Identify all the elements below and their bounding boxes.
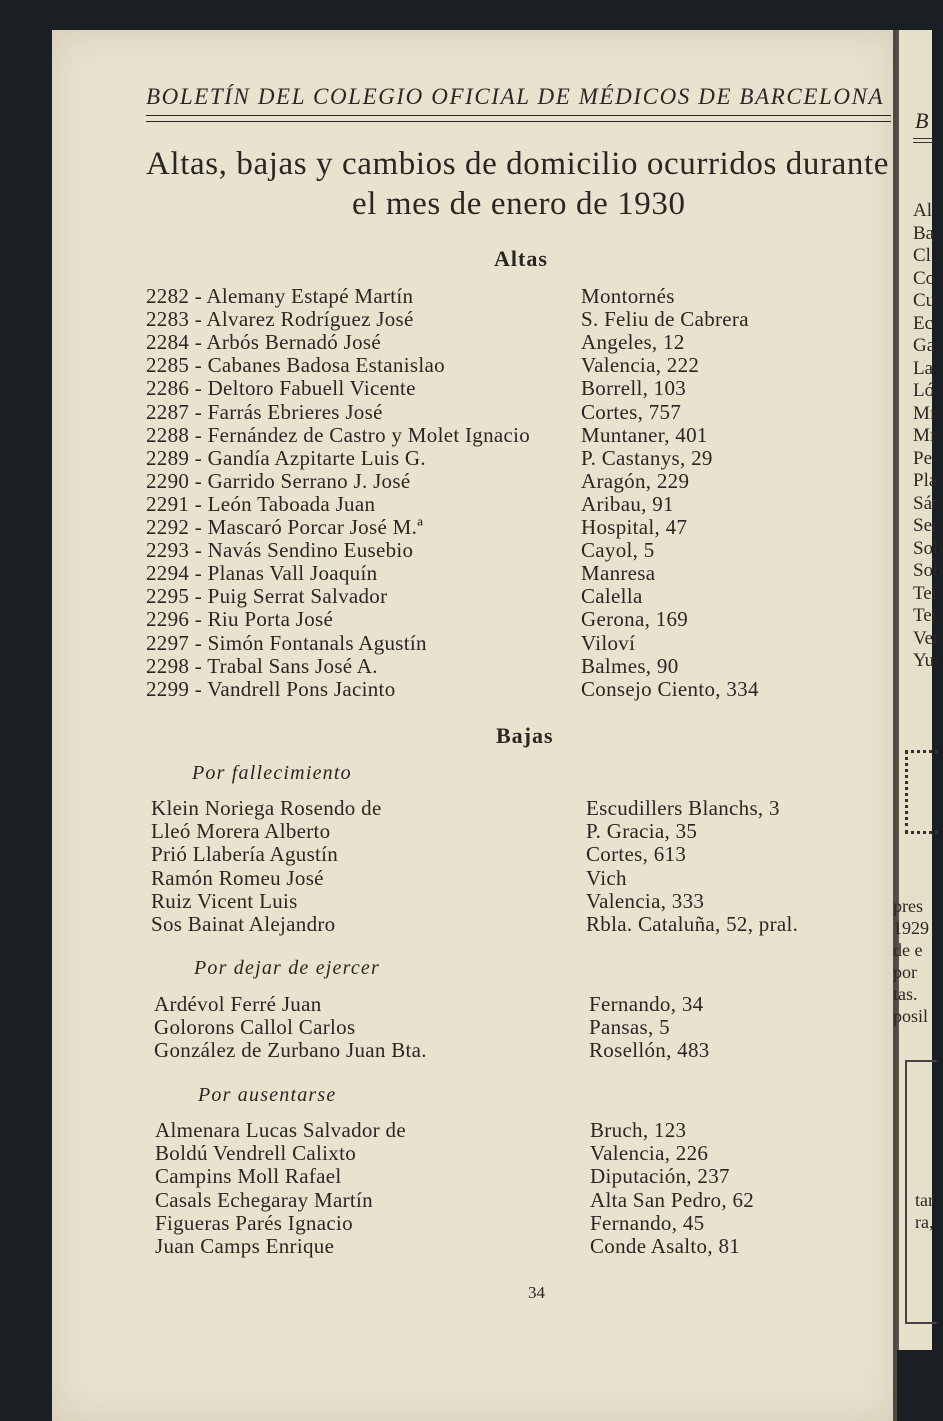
adjacent-line-fragment: Mı xyxy=(913,402,936,424)
baja-entry-address: Fernando, 34 xyxy=(589,992,704,1016)
adjacent-paragraph-fragment: tas. xyxy=(893,984,918,1004)
baja-entry-address: Diputación, 237 xyxy=(590,1164,730,1189)
baja-entry-name: Ardévol Ferré Juan xyxy=(154,992,322,1016)
baja-entry-name: Prió Llabería Agustín xyxy=(151,842,339,867)
baja-entry-address: P. Gracia, 35 xyxy=(586,819,698,844)
alta-entry-name: 2288 - Fernández de Castro y Molet Ignacio xyxy=(146,422,531,447)
alta-entry-address: Manresa xyxy=(581,561,656,586)
alta-entry-name: 2283 - Alvarez Rodríguez José xyxy=(146,307,414,332)
alta-entry-address: Balmes, 90 xyxy=(581,653,679,678)
alta-entry-name: 2291 - León Taboada Juan xyxy=(146,491,376,516)
alta-entry-address: P. Castanys, 29 xyxy=(581,445,713,470)
header-rule-top xyxy=(146,115,891,116)
alta-entry-address: Cortes, 757 xyxy=(581,399,682,424)
alta-entry-address: Aragón, 229 xyxy=(581,468,690,493)
adjacent-line-fragment: Sár xyxy=(913,492,939,514)
alta-entry-name: 2289 - Gandía Azpitarte Luis G. xyxy=(146,445,426,470)
adjacent-line-fragment: Ser xyxy=(913,515,939,536)
adjacent-line-fragment: Yur xyxy=(913,650,941,671)
alta-entry-address: Borrell, 103 xyxy=(581,376,687,401)
baja-entry-name: Casals Echegaray Martín xyxy=(155,1187,373,1212)
header-rule-bottom xyxy=(146,121,891,122)
adjacent-line-fragment: Tei xyxy=(913,605,937,626)
baja-entry-name: Figueras Parés Ignacio xyxy=(155,1210,353,1235)
alta-entry-name: 2282 - Alemany Estapé Martín xyxy=(146,284,414,308)
baja-entry-address: Valencia, 226 xyxy=(590,1141,709,1166)
baja-entry-address: Bruch, 123 xyxy=(590,1118,687,1142)
baja-entry-address: Escudillers Blanchs, 3 xyxy=(586,796,780,820)
section-heading-bajas: Bajas xyxy=(496,723,554,748)
alta-entry-address: Gerona, 169 xyxy=(581,607,689,632)
alta-entry-address: Aribau, 91 xyxy=(581,491,674,516)
adjacent-line-fragment: Tei xyxy=(913,582,937,604)
alta-entry-name: 2295 - Puig Serrat Salvador xyxy=(146,584,388,609)
alta-entry-name: 2294 - Planas Vall Joaquín xyxy=(146,561,378,586)
baja-entry-address: Valencia, 333 xyxy=(586,888,705,913)
alta-entry-address: S. Feliu de Cabrera xyxy=(581,307,749,332)
page-number: 34 xyxy=(528,1283,545,1302)
adjacent-paragraph-fragment: posil xyxy=(893,1006,929,1026)
alta-entry-name: 2298 - Trabal Sans José A. xyxy=(146,653,378,678)
alta-entry-name: 2296 - Riu Porta José xyxy=(146,607,334,632)
adjacent-line-fragment: Sob xyxy=(913,560,943,581)
adjacent-frame-text: tar xyxy=(915,1190,934,1210)
alta-entry-name: 2290 - Garrido Serrano J. José xyxy=(146,468,411,493)
baja-entry-name: Lleó Morera Alberto xyxy=(151,819,331,844)
bajas-group-label: Por ausentarse xyxy=(198,1084,337,1106)
alta-entry-name: 2286 - Deltoro Fabuell Vicente xyxy=(146,376,416,401)
baja-entry-address: Fernando, 45 xyxy=(590,1210,705,1235)
baja-entry-address: Rosellón, 483 xyxy=(589,1038,710,1063)
baja-entry-name: Juan Camps Enrique xyxy=(155,1234,335,1258)
alta-entry-name: 2292 - Mascaró Porcar José M.ª xyxy=(146,515,424,539)
alta-entry-name: 2297 - Simón Fontanals Agustín xyxy=(146,630,427,655)
adjacent-line-fragment: Al xyxy=(913,200,932,221)
alta-entry-address: Consejo Ciento, 334 xyxy=(581,676,759,701)
adjacent-line-fragment: Mı xyxy=(913,425,936,446)
alta-entry-address: Montornés xyxy=(581,284,675,308)
alta-entry-name: 2293 - Navás Sendino Eusebio xyxy=(146,538,414,563)
alta-entry-address: Valencia, 222 xyxy=(581,353,700,378)
adjacent-line-fragment: Pla xyxy=(913,470,938,491)
baja-entry-address: Rbla. Cataluña, 52, pral. xyxy=(586,912,799,936)
adjacent-dotted-box xyxy=(905,750,938,834)
adjacent-line-fragment: Cu xyxy=(913,290,936,311)
adjacent-line-fragment: Ga xyxy=(913,335,936,356)
adjacent-paragraph-fragment: por xyxy=(893,962,917,982)
alta-entry-address: Muntaner, 401 xyxy=(581,422,708,447)
baja-entry-address: Alta San Pedro, 62 xyxy=(590,1187,755,1212)
baja-entry-name: Boldú Vendrell Calixto xyxy=(155,1141,357,1166)
baja-entry-name: Klein Noriega Rosendo de xyxy=(151,796,382,820)
adjacent-line-fragment: Ver xyxy=(913,627,940,649)
baja-entry-address: Vich xyxy=(586,865,627,890)
baja-entry-name: Almenara Lucas Salvador de xyxy=(155,1118,406,1142)
alta-entry-address: Hospital, 47 xyxy=(581,515,688,539)
baja-entry-name: Ruiz Vicent Luis xyxy=(151,888,298,913)
alta-entry-address: Calella xyxy=(581,584,643,609)
baja-entry-address: Pansas, 5 xyxy=(589,1015,670,1040)
alta-entry-name: 2285 - Cabanes Badosa Estanislao xyxy=(146,353,445,378)
alta-entry-address: Cayol, 5 xyxy=(581,538,655,563)
alta-entry-name: 2299 - Vandrell Pons Jacinto xyxy=(146,676,396,701)
bajas-group-label: Por dejar de ejercer xyxy=(194,957,380,979)
adjacent-line-fragment: La xyxy=(913,357,934,379)
adjacent-line-fragment: Cl xyxy=(913,245,931,266)
adjacent-line-fragment: Ec xyxy=(913,312,934,334)
baja-entry-address: Conde Asalto, 81 xyxy=(590,1234,741,1258)
baja-entry-name: Golorons Callol Carlos xyxy=(154,1015,356,1040)
baja-entry-address: Cortes, 613 xyxy=(586,842,687,867)
adjacent-page-fragment xyxy=(893,30,943,1350)
baja-entry-name: González de Zurbano Juan Bta. xyxy=(154,1038,427,1063)
alta-entry-name: 2287 - Farrás Ebrieres José xyxy=(146,399,383,424)
baja-entry-name: Campins Moll Rafael xyxy=(155,1164,342,1189)
alta-entry-name: 2284 - Arbós Bernadó José xyxy=(146,330,381,355)
alta-entry-address: Viloví xyxy=(581,630,636,655)
adjacent-paragraph-fragment: de e xyxy=(893,940,923,960)
adjacent-frame-text: ra, xyxy=(915,1212,934,1232)
bajas-group-label: Por fallecimiento xyxy=(192,762,352,784)
journal-header: BOLETÍN DEL COLEGIO OFICIAL DE MÉDICOS DE BARCELONA xyxy=(146,84,885,109)
adjacent-line-fragment: Pe xyxy=(913,447,932,469)
adjacent-line-fragment: Sob xyxy=(913,537,943,559)
adjacent-line-fragment: Co xyxy=(913,267,936,289)
article-title-line2: el mes de enero de 1930 xyxy=(352,186,686,222)
adjacent-header-rule xyxy=(913,138,933,143)
adjacent-paragraph-fragment: pres xyxy=(893,896,923,916)
baja-entry-name: Sos Bainat Alejandro xyxy=(151,912,336,936)
baja-entry-name: Ramón Romeu José xyxy=(151,865,324,890)
alta-entry-address: Angeles, 12 xyxy=(581,330,685,355)
section-heading-altas: Altas xyxy=(494,246,548,271)
adjacent-paragraph-fragment: 1929 xyxy=(893,918,929,938)
adjacent-header-letter: B xyxy=(915,108,929,133)
adjacent-line-fragment: Ba xyxy=(913,222,935,244)
adjacent-line-fragment: Ló xyxy=(913,380,935,401)
article-title-line1: Altas, bajas y cambios de domicilio ocurridos durante xyxy=(146,146,889,182)
